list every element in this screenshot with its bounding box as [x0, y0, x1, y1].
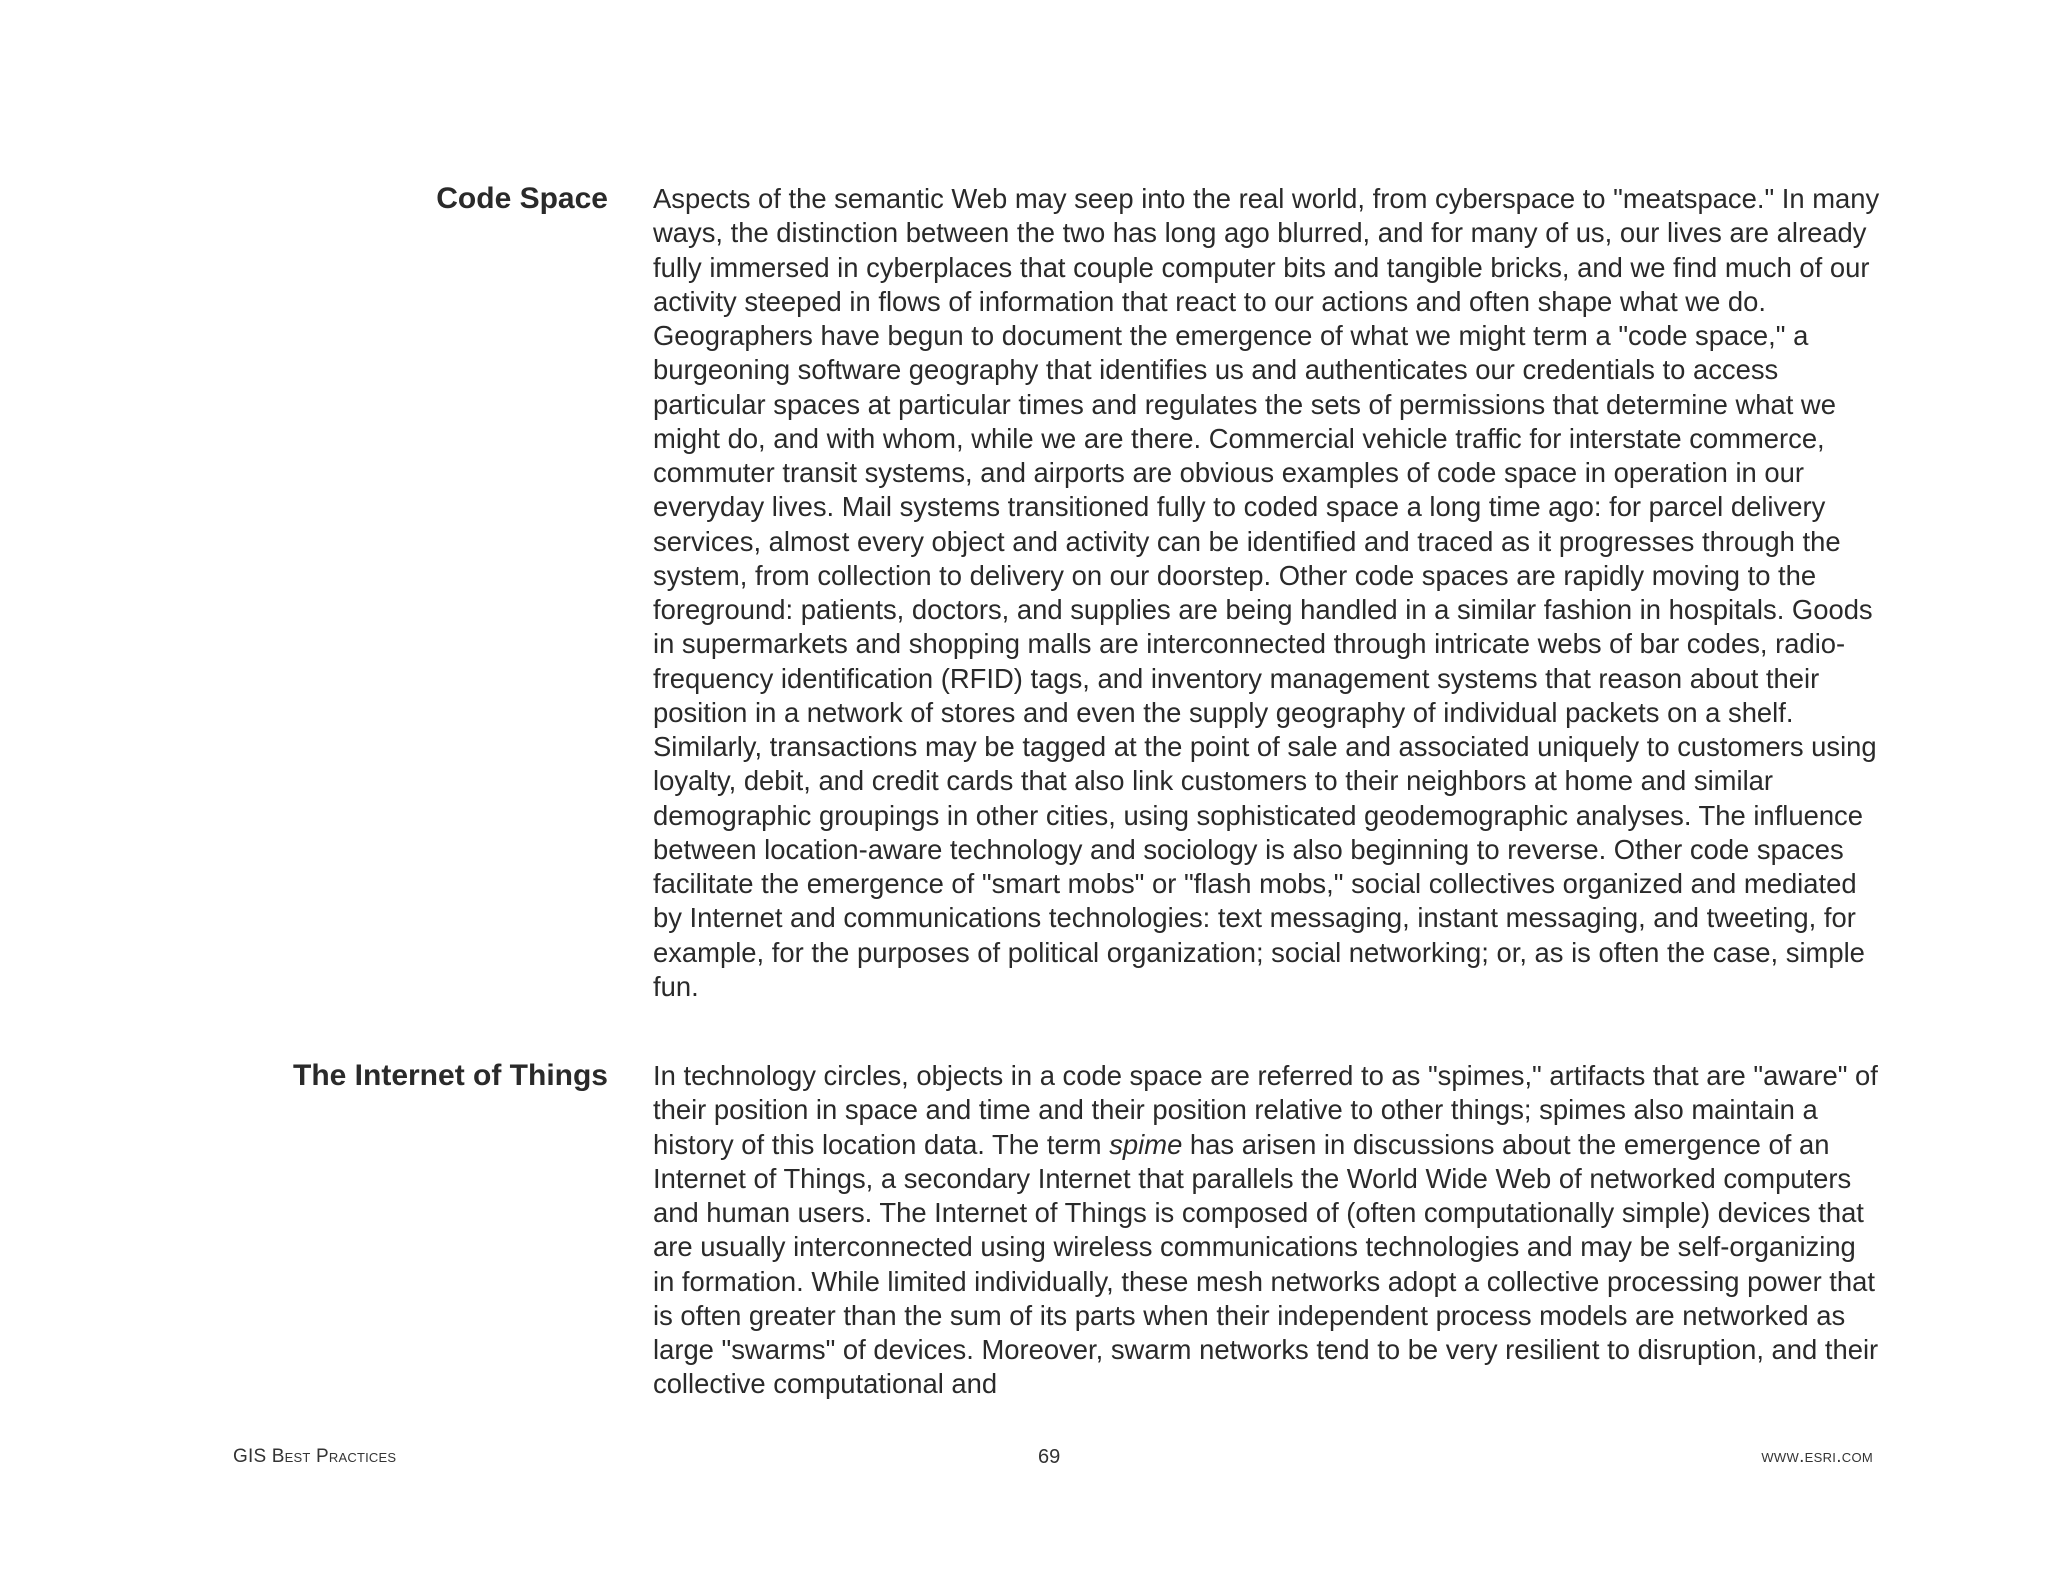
footer-page-number: 69: [1038, 1446, 1061, 1468]
section-heading: Code Space: [436, 182, 608, 215]
footer-website: www.esri.com: [1761, 1446, 1873, 1467]
body-text: has arisen in discussions about the emergence of an Internet of Things, a secondary Internet that parallels the World Wide Web of networked computers and human users. The Internet of Things is composed of (often computationally simple) devices that are usually interconnected using wireless communications technologies and may be self-organizing in formation. While limited individually, these mesh networks adopt a collective processing power that is often greater than the sum of its parts when their independent process models are networked as large "swarms" of devices. Moreover, swarm networks tend to be very resilient to disruption, and their collective computational and: [653, 1128, 1879, 1400]
section-body-paragraph: Aspects of the semantic Web may seep into the real world, from cyberspace to "meatspace." In many ways, the distinction between the two has long ago blurred, and for many of us, our lives are already fully immersed in cyberplaces that couple computer bits and tangible bricks, and we find much of our activity steeped in flows of information that react to our actions and often shape what we do. Geographers have begun to document the emergence of what we might term a "code space," a burgeoning software geography that identifies us and authenticates our credentials to access particular spaces at particular times and regulates the sets of permissions that determine what we might do, and with whom, while we are there. Commercial vehicle traffic for interstate commerce, commuter transit systems, and airports are obvious examples of code space in operation in our everyday lives. Mail systems transitioned fully to coded space a long time ago: for parcel delivery services, almost every object and activity can be identified and traced as it progresses through the system, from collection to delivery on our doorstep. Other code spaces are rapidly moving to the foreground: patients, doctors, and supplies are being handled in a similar fashion in hospitals. Goods in supermarkets and shopping malls are interconnected through intricate webs of bar codes, radio-frequency identification (RFID) tags, and inventory management systems that reason about their position in a network of stores and even the supply geography of individual packets on a shelf. Similarly, transactions may be tagged at the point of sale and associated uniquely to customers using loyalty, debit, and credit cards that also link customers to their neighbors at home and similar demographic groupings in other cities, using sophisticated geodemographic analyses. The influence between location-aware technology and sociology is also beginning to reverse. Other code spaces facilitate the emergence of "smart mobs" or "flash mobs," social collectives organized and mediated by Internet and communications technologies: text messaging, instant messaging, and tweeting, for example, for the purposes of political organization; social networking; or, as is often the case, simple fun.: [653, 183, 1880, 1002]
italic-term: spime: [1109, 1128, 1183, 1160]
page-footer: [0, 1446, 2048, 1470]
section-body-paragraph: [653, 1059, 1881, 1402]
body-text: In technology circles, objects in a code space are referred to as "spimes," artifacts that are "aware" of their position in space and time and their position relative to other things; spimes also maintain a history of this location data. The term: [653, 1060, 1878, 1160]
section-heading: The Internet of Things: [293, 1059, 608, 1092]
footer-publication-title: GIS Best Practices: [233, 1446, 397, 1467]
